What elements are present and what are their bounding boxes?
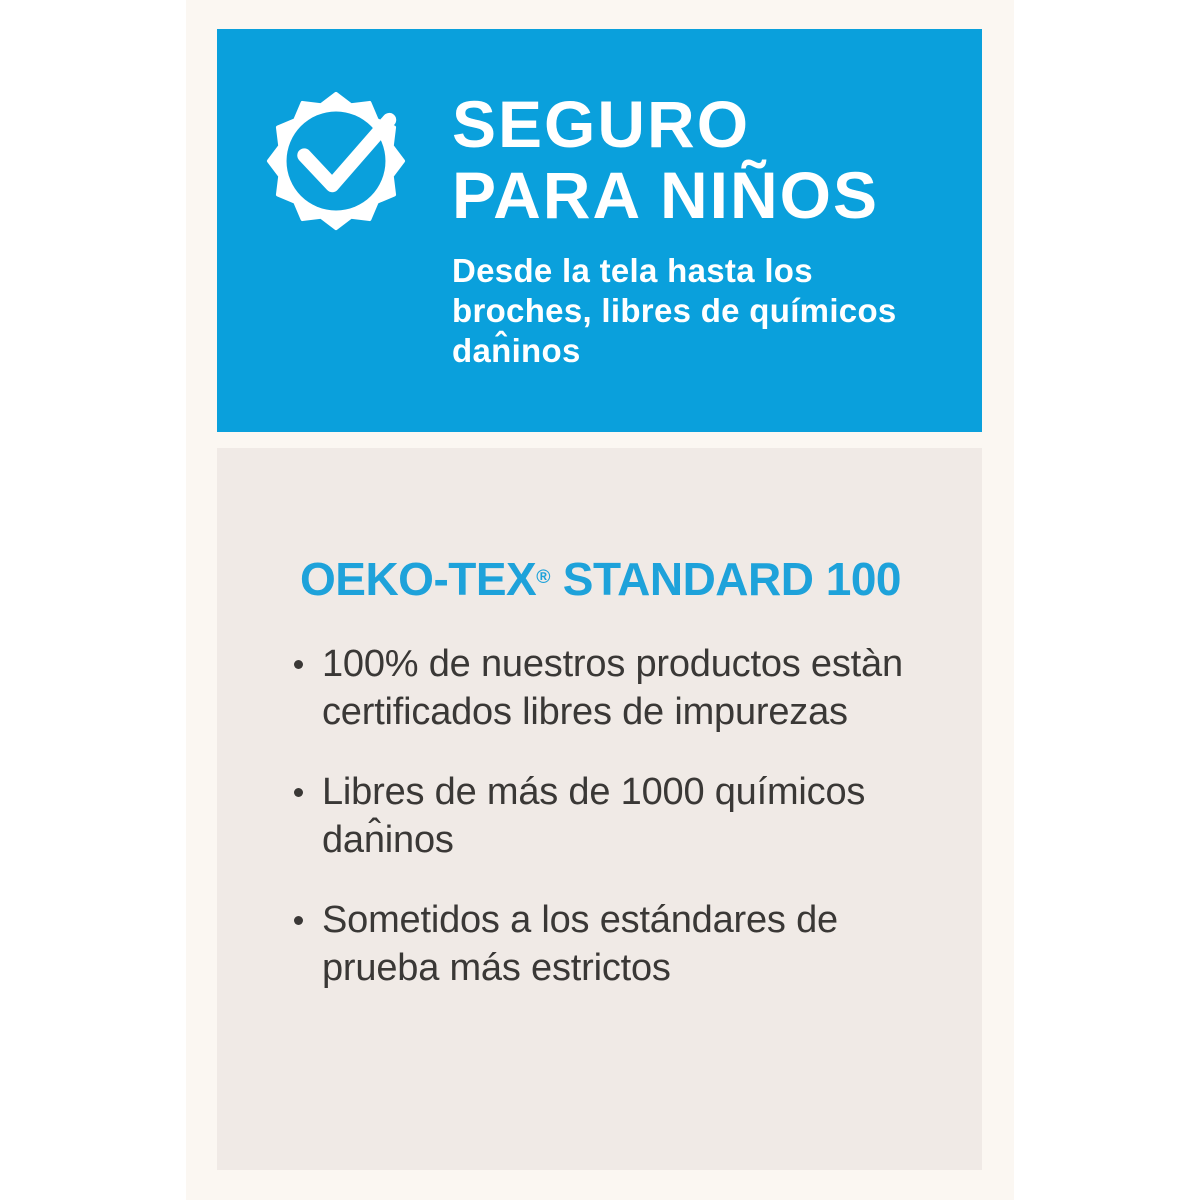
bullet-3-line-2: prueba más estrictos <box>322 947 671 989</box>
header-subtitle <box>452 251 897 371</box>
header-title <box>452 89 879 231</box>
registered-trademark-symbol: ® <box>536 567 551 589</box>
bullet-item-3 <box>294 896 942 992</box>
bullet-dot-icon <box>294 788 303 797</box>
bullet-1-line-2: certificados libres de impurezas <box>322 691 848 733</box>
bullet-2-line-2: dan̂inos <box>322 819 454 861</box>
bullet-dot-icon <box>294 660 303 669</box>
bullet-item-2 <box>294 768 942 864</box>
bullet-3-line-1: Sometidos a los estándares de <box>322 899 838 941</box>
certification-panel <box>217 448 982 1170</box>
bullet-2-line-1: Libres de más de 1000 químicos <box>322 771 866 813</box>
certification-brand-name: OEKO-TEX <box>300 553 537 605</box>
header-subtitle-line-2: broches, libres de químicos <box>452 292 897 329</box>
safety-header-card <box>217 29 982 432</box>
header-subtitle-line-1: Desde la tela hasta los <box>452 252 813 289</box>
certification-heading-rest: STANDARD 100 <box>550 553 901 605</box>
header-title-line-2: PARA NIÑOS <box>452 158 880 232</box>
bullet-1-line-1: 100% de nuestros productos estàn <box>322 643 903 685</box>
certification-heading <box>300 553 942 605</box>
header-subtitle-line-3: dan̂inos <box>452 332 581 369</box>
bullet-dot-icon <box>294 916 303 925</box>
checkmark-seal-icon <box>266 91 406 231</box>
certification-bullet-list <box>300 640 942 992</box>
header-title-line-1: SEGURO <box>452 87 751 161</box>
bullet-item-1 <box>294 640 942 736</box>
